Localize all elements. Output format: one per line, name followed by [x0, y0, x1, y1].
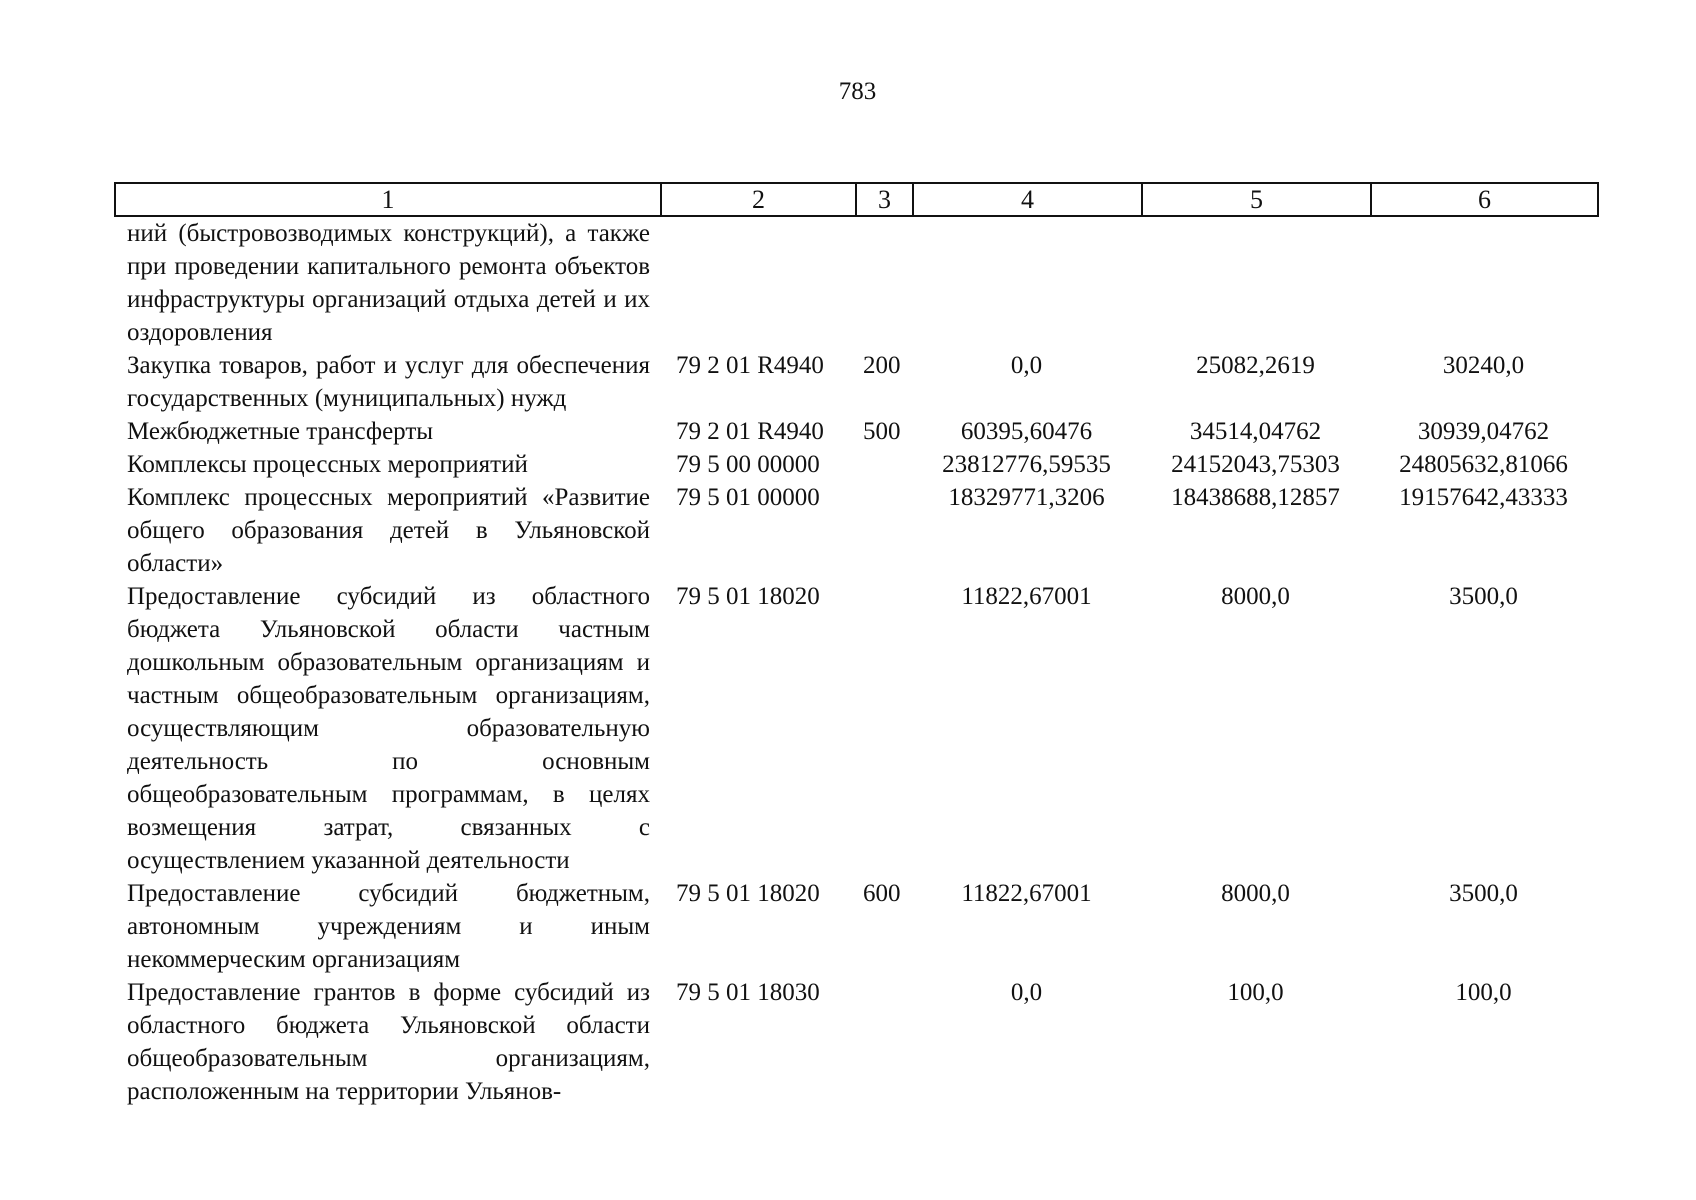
row-code: 79 5 01 18020 [676, 880, 820, 907]
row-value-6: 19157642,43333 [1399, 484, 1568, 511]
column-header-table [114, 182, 1599, 217]
row-value-4: 23812776,59535 [942, 451, 1111, 478]
row-value-4: 0,0 [1010, 979, 1043, 1006]
table-row [114, 580, 1597, 877]
column-header-3: 3 [856, 183, 913, 216]
row-value-6: 24805632,81066 [1399, 451, 1568, 478]
row-expense-type [855, 580, 912, 877]
row-code: 79 2 01 R4940 [676, 418, 824, 445]
row-code: 79 5 01 18030 [676, 979, 820, 1006]
row-value-5: 24152043,75303 [1171, 451, 1340, 478]
column-header-2: 2 [661, 183, 856, 216]
row-value-4: 60395,60476 [960, 418, 1093, 445]
row-expense-type [855, 481, 912, 580]
table-row [114, 415, 1597, 448]
row-value-5: 18438688,12857 [1171, 484, 1340, 511]
column-header-row [115, 183, 1598, 216]
column-header-1: 1 [115, 183, 661, 216]
row-name: Предоставление субсидий бюджетным, автономным учреждениям и иным некоммерческим организациям [127, 880, 650, 973]
row-value-6: 3500,0 [1449, 880, 1518, 907]
row-name: Предоставление грантов в форме субсидий из областного бюджета Ульяновской области общеобразовательным организациям, расположенным на территории Ульянов- [127, 979, 650, 1105]
table-row [114, 349, 1597, 415]
row-value-6: 30939,04762 [1417, 418, 1550, 445]
budget-table-body [114, 217, 1597, 1108]
row-name: Межбюджетные трансферты [127, 418, 434, 445]
row-value-6 [1370, 217, 1597, 349]
table-row [114, 877, 1597, 976]
table-row [114, 976, 1597, 1108]
row-expense-type: 200 [863, 352, 901, 379]
row-value-5: 8000,0 [1221, 880, 1290, 907]
row-value-4: 11822,67001 [961, 583, 1092, 610]
row-expense-type [855, 976, 912, 1108]
row-value-5: 34514,04762 [1189, 418, 1322, 445]
row-name: Комплекс процессных мероприятий «Развитие общего образования детей в Ульяновской области» [127, 484, 650, 577]
row-name: Предоставление субсидий из областного бюджета Ульяновской области частным дошкольным образовательным организациям и частным общеобразовательным организациям, осуществляющим образовательную деятельность по основным общеобразовательным программам, в целях возмещения затрат, связанных с осуществлением указанной деятельности [127, 583, 650, 874]
row-value-6: 100,0 [1455, 979, 1512, 1006]
row-code: 79 2 01 R4940 [676, 352, 824, 379]
column-header-6: 6 [1371, 183, 1598, 216]
table-row [114, 217, 1597, 349]
row-value-5: 8000,0 [1221, 583, 1290, 610]
row-expense-type: 600 [863, 880, 901, 907]
row-value-4: 11822,67001 [961, 880, 1092, 907]
row-value-6: 30240,0 [1442, 352, 1525, 379]
row-name: ний (быстровозводимых конструкций), а также при проведении капитального ремонта объектов инфраструктуры организаций отдыха детей и их оздоровления [127, 220, 650, 346]
row-expense-type [855, 217, 912, 349]
row-code: 79 5 00 00000 [676, 451, 820, 478]
row-value-5 [1141, 217, 1370, 349]
row-code: 79 5 01 18020 [676, 583, 820, 610]
row-name: Закупка товаров, работ и услуг для обеспечения государственных (муниципальных) нужд [127, 352, 650, 412]
row-expense-type: 500 [863, 418, 901, 445]
row-expense-type [855, 448, 912, 481]
row-value-4 [912, 217, 1141, 349]
row-value-5: 25082,2619 [1196, 352, 1315, 379]
row-code [660, 217, 855, 349]
row-value-4: 0,0 [1010, 352, 1043, 379]
row-value-6: 3500,0 [1449, 583, 1518, 610]
table-row [114, 481, 1597, 580]
page-number: 783 [838, 78, 877, 105]
row-code: 79 5 01 00000 [676, 484, 820, 511]
column-header-4: 4 [913, 183, 1142, 216]
table-row [114, 448, 1597, 481]
column-header-5: 5 [1142, 183, 1371, 216]
row-name: Комплексы процессных мероприятий [127, 451, 528, 478]
row-value-5: 100,0 [1227, 979, 1284, 1006]
row-value-4: 18329771,3206 [948, 484, 1105, 511]
